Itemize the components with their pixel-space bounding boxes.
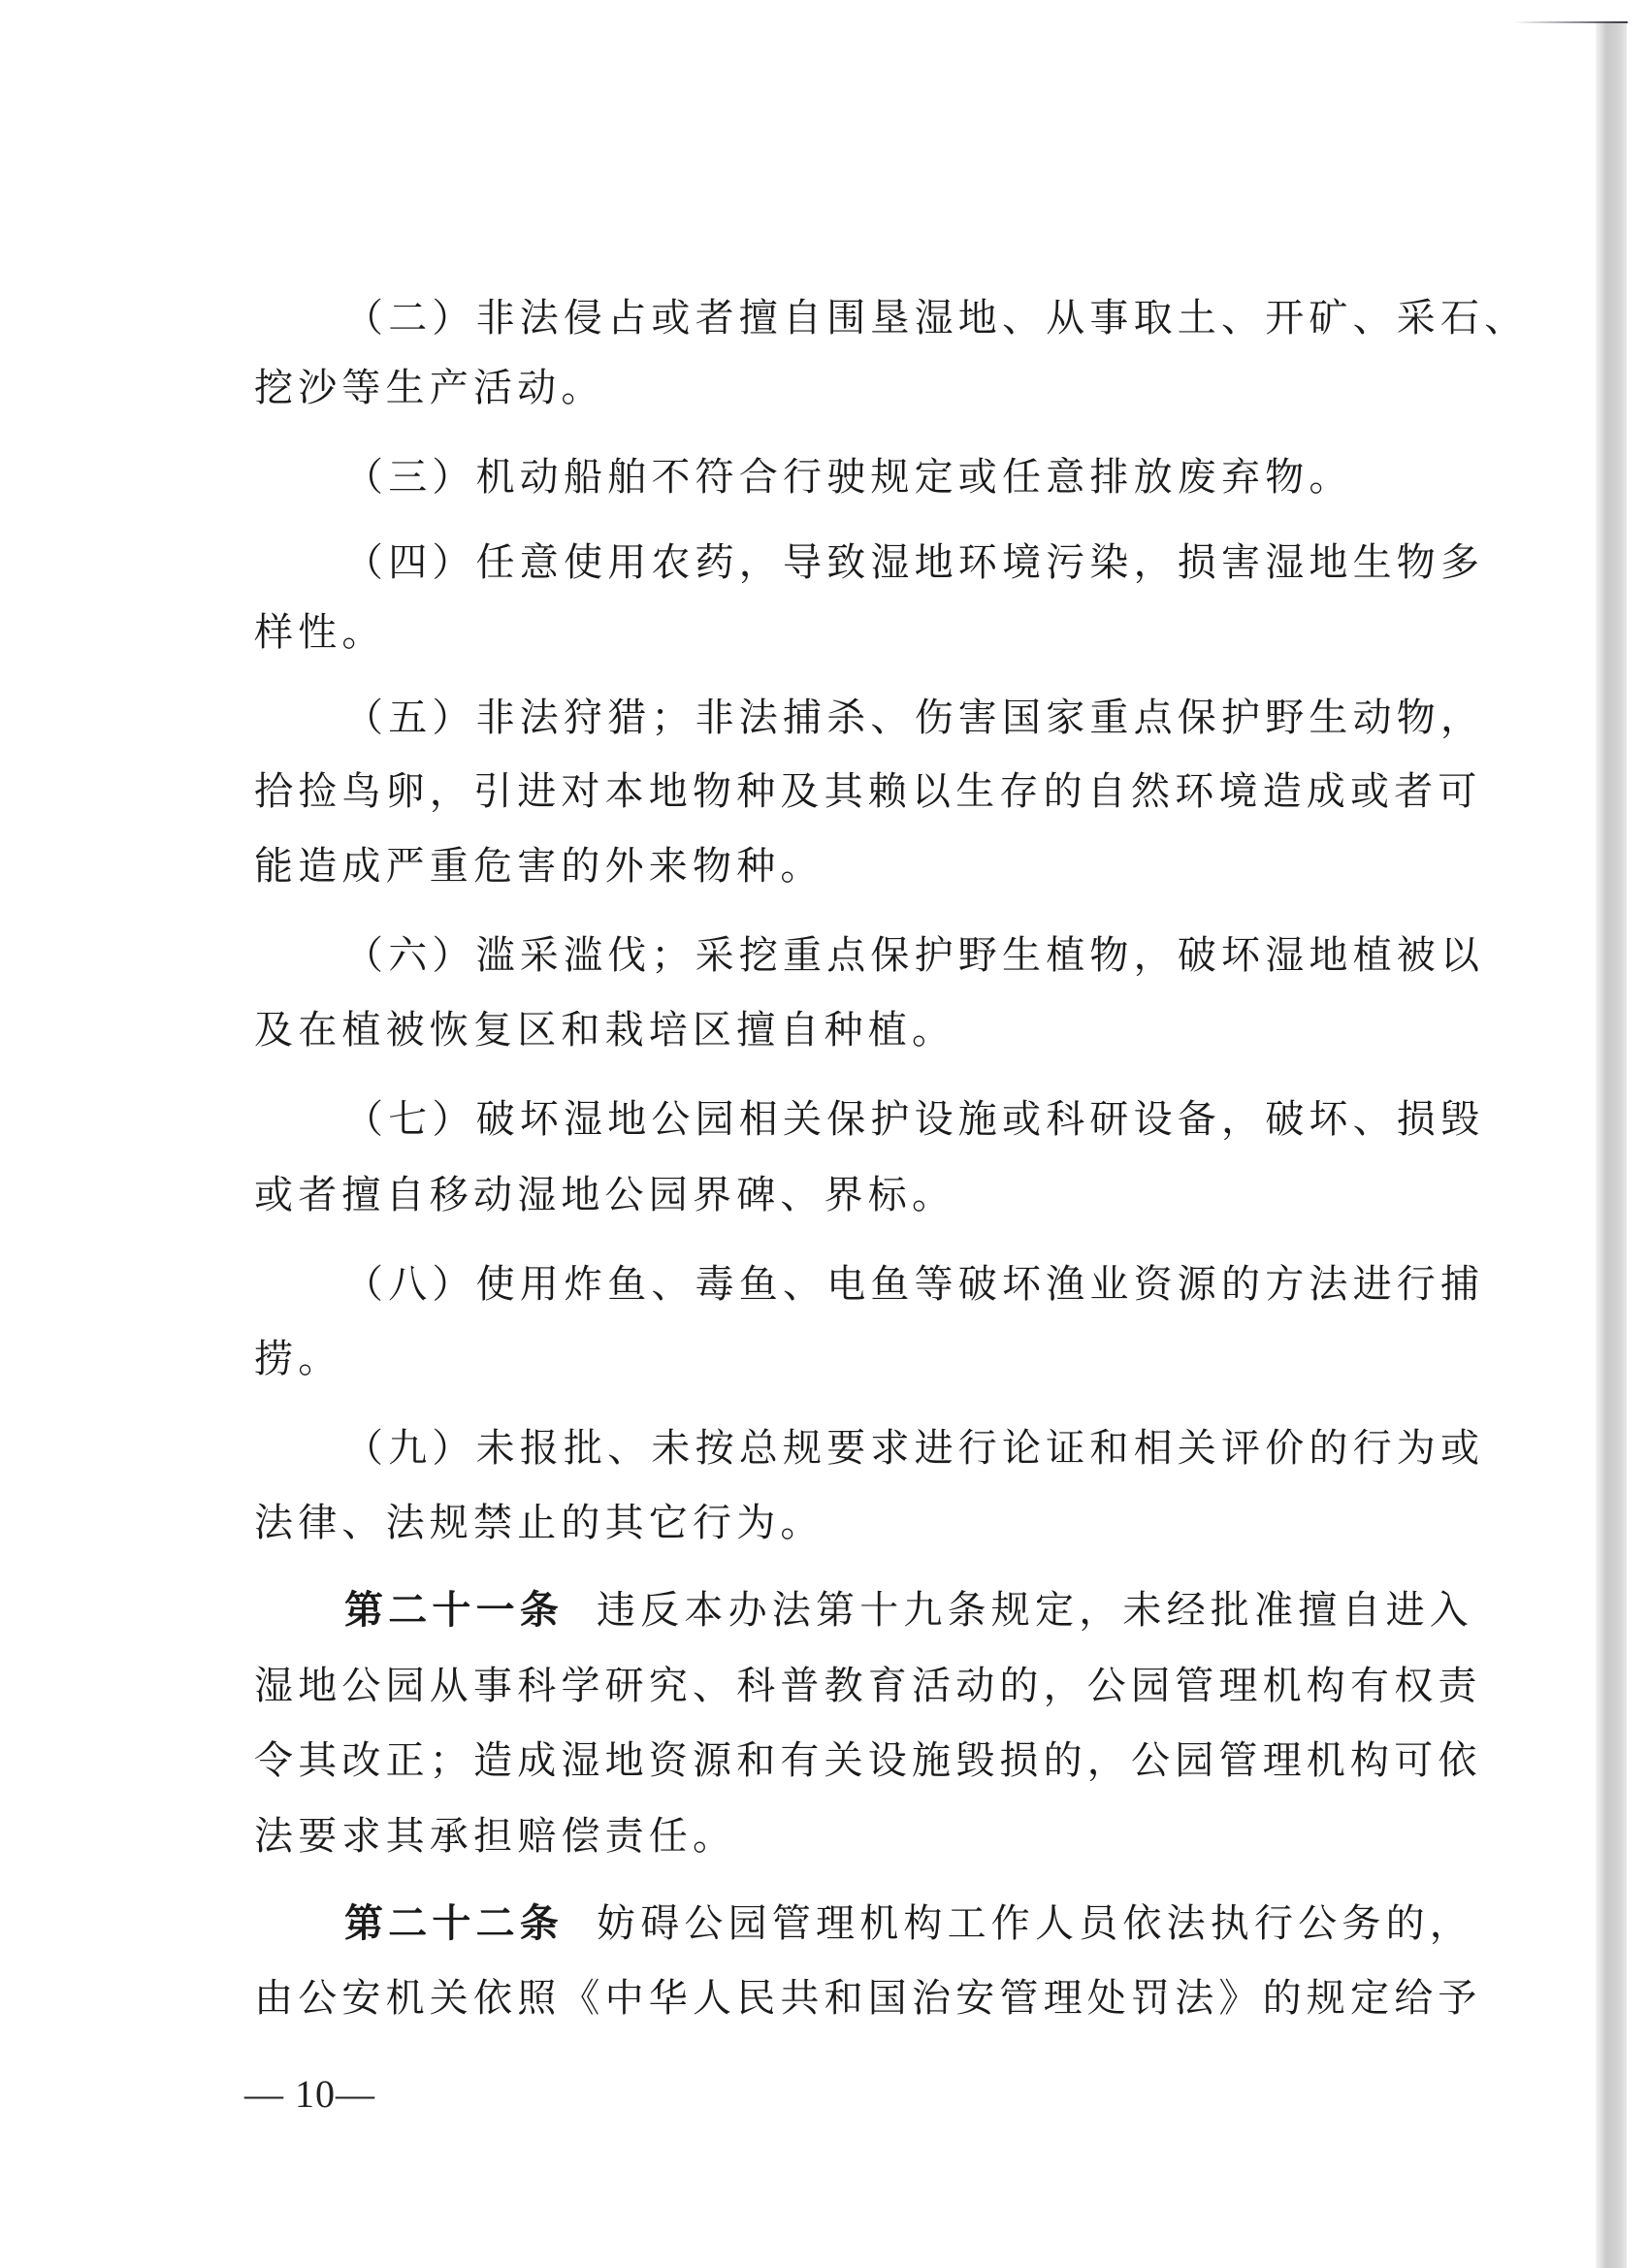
item-5-line-1: （五）非法狩猎；非法捕杀、伤害国家重点保护野生动物，	[344, 696, 1485, 740]
item-5-line-2: 拾捡鸟卵，引进对本地物种及其赖以生存的自然环境造成或者可	[254, 769, 1482, 814]
article-21-line-1	[344, 1587, 1473, 1634]
item-6-line-1: （六）滥采滥伐；采挖重点保护野生植物，破坏湿地植被以	[344, 933, 1485, 978]
item-4-line-1: （四）任意使用农药，导致湿地环境污染，损害湿地生物多	[344, 540, 1485, 585]
article-21-line-4: 法要求其承担赔偿责任。	[254, 1814, 737, 1859]
item-8-line-2: 捞。	[254, 1337, 342, 1381]
item-5-line-3: 能造成严重危害的外来物种。	[254, 844, 824, 889]
item-8-line-1: （八）使用炸鱼、毒鱼、电鱼等破坏渔业资源的方法进行捕	[344, 1262, 1485, 1307]
article-21-line-2: 湿地公园从事科学研究、科普教育活动的，公园管理机构有权责	[254, 1664, 1482, 1708]
article-22-text: 妨碍公园管理机构工作人员依法执行公务的，	[597, 1901, 1473, 1946]
article-21-text: 违反本办法第十九条规定，未经批准擅自进入	[597, 1588, 1473, 1633]
item-7-line-1: （七）破坏湿地公园相关保护设施或科研设备，破坏、损毁	[344, 1097, 1485, 1142]
item-9-line-2: 法律、法规禁止的其它行为。	[254, 1501, 824, 1545]
item-4-line-2: 样性。	[254, 610, 386, 655]
item-2-line-1: （二）非法侵占或者擅自围垦湿地、从事取土、开矿、采石、	[344, 296, 1529, 340]
page-number: — 10—	[244, 2072, 375, 2116]
article-22-line-2: 由公安机关依照《中华人民共和国治安管理处罚法》的规定给予	[254, 1976, 1482, 2021]
scan-edge-shadow	[1596, 21, 1627, 2268]
item-3-line-1: （三）机动船舶不符合行驶规定或任意排放废弃物。	[344, 455, 1353, 500]
scan-edge-line	[1513, 21, 1628, 23]
article-21-line-3: 令其改正；造成湿地资源和有关设施毁损的，公园管理机构可依	[254, 1738, 1482, 1783]
item-2-line-2: 挖沙等生产活动。	[254, 366, 605, 410]
article-21-heading: 第二十一条	[344, 1588, 564, 1633]
article-22-line-1	[344, 1900, 1473, 1947]
item-7-line-2: 或者擅自移动湿地公园界碑、界标。	[254, 1173, 956, 1217]
article-22-heading: 第二十二条	[344, 1901, 564, 1946]
item-9-line-1: （九）未报批、未按总规要求进行论证和相关评价的行为或	[344, 1426, 1485, 1471]
item-6-line-2: 及在植被恢复区和栽培区擅自种植。	[254, 1008, 956, 1053]
